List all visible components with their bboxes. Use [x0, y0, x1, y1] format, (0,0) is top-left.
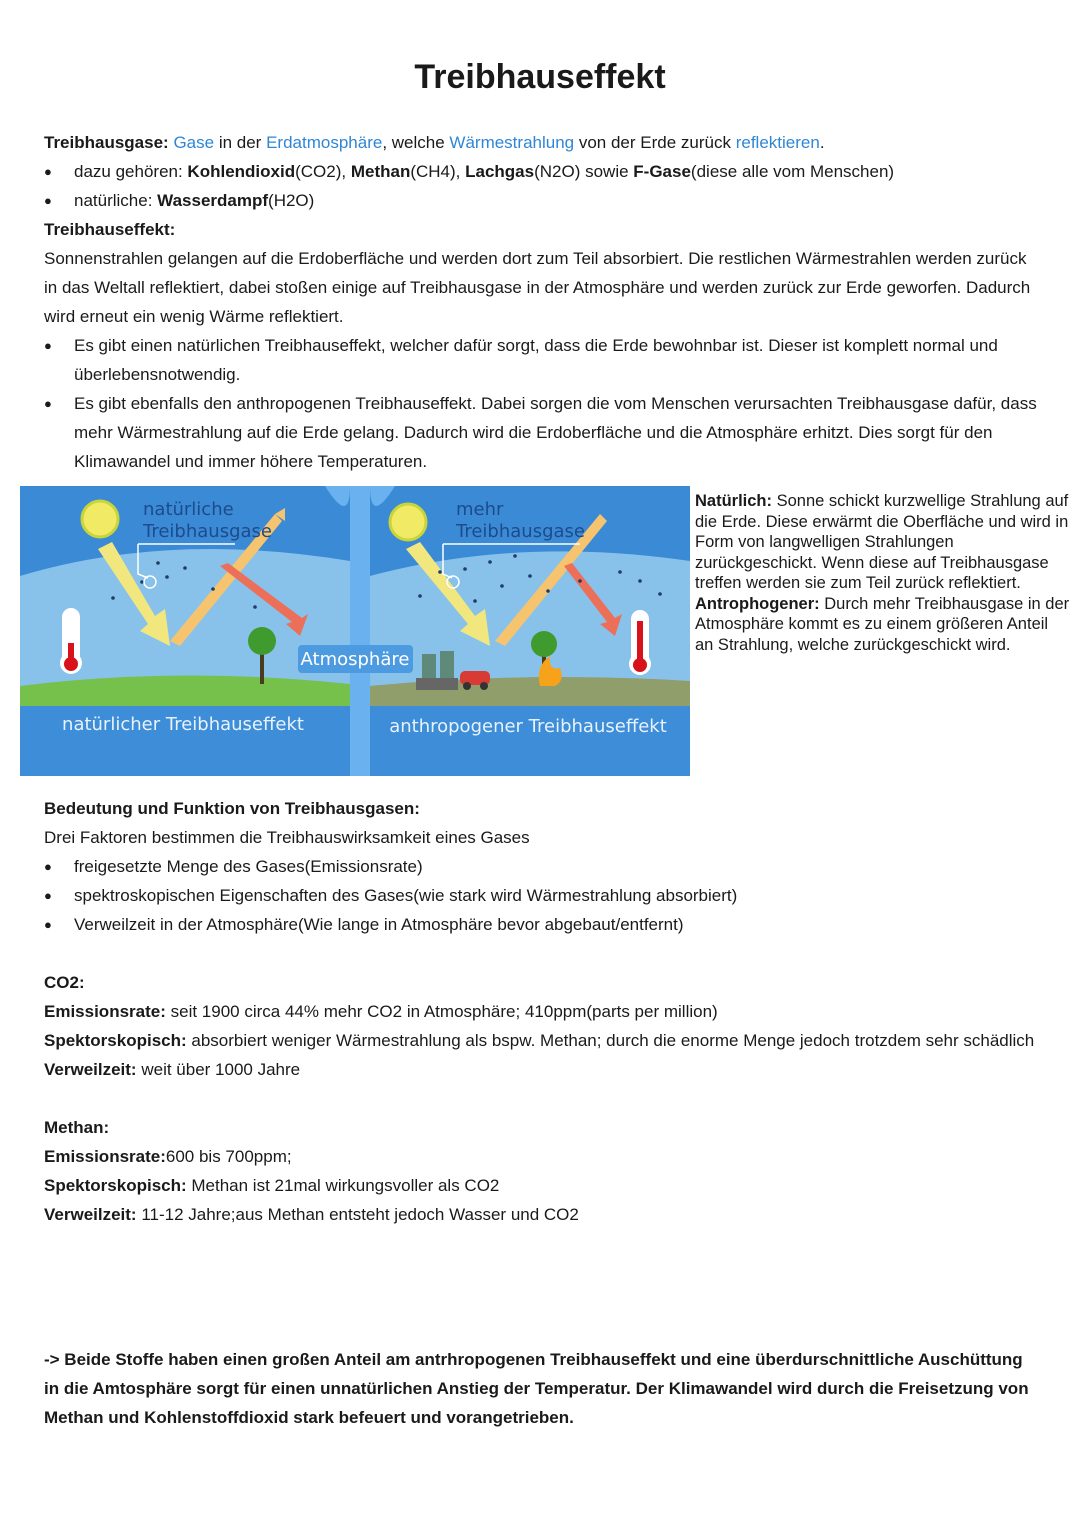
definition-label: Treibhausgase: [44, 133, 169, 152]
list-item: ● natürliche: Wasserdampf(H2O) [44, 186, 1044, 215]
link-reflektieren[interactable]: reflektieren [735, 133, 820, 152]
list-item: ● dazu gehören: Kohlendioxid(CO2), Methan(CH4), Lachgas(N2O) sowie F-Gase(diese alle vom Menschen) [44, 157, 1044, 186]
text: . [819, 133, 825, 152]
link-gase[interactable]: Gase [173, 133, 215, 152]
section-heading: Treibhauseffekt: [44, 220, 176, 239]
paragraph: Drei Faktoren bestimmen die Treibhauswirksamkeit eines Gases [44, 828, 530, 847]
label: Treibhausgase [456, 521, 585, 542]
conclusion: -> Beide Stoffe haben einen großen Anteil am antrhropogenen Treibhauseffekt und eine überdurschnittliche Auschüttung in die Amtosphäre sorgt für einen unnatürlichen Anstieg der Temperatur. Der Klimawandel wird durch die Freisetzung von Methan und Kohlenstoffdioxid stark befeuert und vorangetrieben. [44, 1350, 1029, 1427]
section-heading: CO2: [44, 973, 85, 992]
co2-row: Emissionsrate: seit 1900 circa 44% mehr CO2 in Atmosphäre; 410ppm(parts per million) [44, 1002, 718, 1021]
co2-row: Spektorskopisch: absorbiert weniger Wärmestrahlung als bspw. Methan; durch die enorme Menge jedoch trotzdem sehr schädlich [44, 1031, 1035, 1050]
text: von der Erde zurück [574, 133, 736, 152]
list-item: ● Es gibt einen natürlichen Treibhauseffekt, welcher dafür sorgt, dass die Erde bewohnbar ist. Dieser ist komplett normal und überlebensnotwendig. [44, 331, 1044, 389]
list-item: ● Verweilzeit in der Atmosphäre(Wie lange in Atmosphäre bevor abgebaut/entfernt) [44, 910, 1044, 939]
sun-icon [390, 504, 426, 540]
greenhouse-gases-definition [44, 128, 1044, 157]
section-heading: Methan: [44, 1118, 110, 1137]
factors-section [44, 794, 1044, 1229]
paragraph: Sonnenstrahlen gelangen auf die Erdoberfläche und werden dort zum Teil absorbiert. Die restlichen Wärmestrahlen werden zurück in das Weltall reflektiert, dabei stoßen einige auf Treibhausgase in der Atmosphäre und werden zurück zur Erde geworfen. Dadurch wird erneut ein wenig Wärme reflektiert. [44, 249, 1031, 326]
co2-row: Verweilzeit: weit über 1000 Jahre [44, 1060, 301, 1079]
link-waermestrahlung[interactable]: Wärmestrahlung [449, 133, 575, 152]
label: Treibhausgase [143, 521, 272, 542]
label: natürliche [143, 499, 234, 520]
illustration-explanation: Natürlich: Sonne schickt kurzwellige Strahlung auf die Erde. Diese erwärmt die Oberfläche und wird in Form von langwelligen Strahlungen zurückgeschickt. Wenn diese auf Treibhausgase treffen werden sie zum Teil zurück reflektiert. Antrophogener: Durch mehr Treibhausgase in der Atmosphäre kommt es zu einem größeren Anteil an Strahlung, welche zurückgeschickt wird. [695, 492, 1070, 654]
page-title: Treibhauseffekt [414, 58, 666, 96]
methan-row: Verweilzeit: 11-12 Jahre;aus Methan entsteht jedoch Wasser und CO2 [44, 1205, 579, 1224]
methan-row: Emissionsrate:600 bis 700ppm; [44, 1147, 292, 1166]
list-item: ● Es gibt ebenfalls den anthropogenen Treibhauseffekt. Dabei sorgen die vom Menschen verursachten Treibhausgase dafür, dass mehr Wärmestrahlung auf die Erde gelang. Dadurch wird die Erdoberfläche und die Atmosphäre erhitzt. Dies sorgt für den Klimawandel und immer höhere Temperaturen. [44, 389, 1044, 476]
thermometer-icon [60, 608, 82, 674]
greenhouse-effect-illustration [20, 486, 690, 776]
list-item: ● freigesetzte Menge des Gases(Emissionsrate) [44, 852, 1044, 881]
label: mehr [456, 499, 504, 520]
intro-section [44, 128, 1044, 476]
caption: natürlicher Treibhauseffekt [62, 714, 304, 735]
caption: anthropogener Treibhauseffekt [389, 716, 667, 737]
thermometer-icon [629, 610, 651, 675]
sun-icon [82, 501, 118, 537]
methan-row: Spektorskopisch: Methan ist 21mal wirkungsvoller als CO2 [44, 1176, 500, 1195]
label: Atmosphäre [300, 649, 410, 670]
list-item: ● spektroskopischen Eigenschaften des Gases(wie stark wird Wärmestrahlung absorbiert) [44, 881, 1044, 910]
text: , welche [382, 133, 450, 152]
text: in der [214, 133, 267, 152]
link-erdatmosphaere[interactable]: Erdatmosphäre [266, 133, 383, 152]
section-heading: Bedeutung und Funktion von Treibhausgasen: [44, 799, 420, 818]
